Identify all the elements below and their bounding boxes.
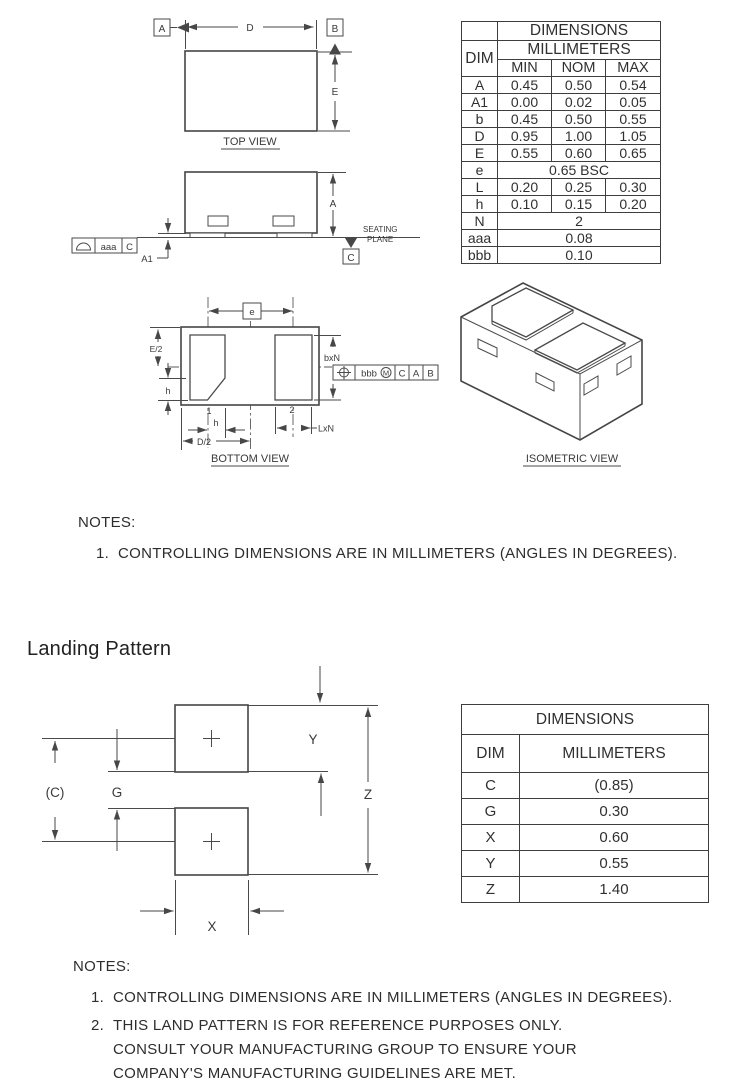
dim-label-e: e: [249, 307, 255, 318]
note-number: 2.: [91, 1017, 105, 1034]
dim-label-e-half: E/2: [149, 344, 163, 354]
table-cell: 0.02: [552, 94, 606, 111]
table-row: [462, 825, 709, 851]
table-cell-span: 0.10: [498, 247, 661, 264]
dim-label-y: Y: [308, 732, 318, 747]
table-row: [462, 799, 709, 825]
table-cell: 1.40: [520, 877, 709, 903]
pin2-label: 2: [289, 405, 295, 415]
dim-label-z: Z: [363, 787, 373, 802]
table-cell: 0.30: [606, 179, 661, 196]
table-cell: A1: [462, 94, 498, 111]
col-header-min: MIN: [498, 60, 552, 77]
package-notes: [78, 514, 738, 566]
table-cell: aaa: [462, 230, 498, 247]
dim-header: DIM: [462, 735, 520, 773]
notes-heading: NOTES:: [78, 514, 136, 531]
fcf-datum-c: C: [126, 242, 133, 253]
table-cell: E: [462, 145, 498, 162]
table-cell: G: [462, 799, 520, 825]
terminal-window-2: [273, 216, 294, 226]
table-cell: 1.05: [606, 128, 661, 145]
col-header-max: MAX: [606, 60, 661, 77]
table-cell: bbb: [462, 247, 498, 264]
table-row: [462, 851, 709, 877]
bottom-view: [150, 297, 438, 466]
table-cell: 0.55: [520, 851, 709, 877]
seating-plane-text-2: PLANE: [367, 235, 394, 244]
table-cell: 0.30: [520, 799, 709, 825]
table-row: [462, 22, 661, 41]
terminal-pad-2: [275, 335, 312, 400]
top-view-caption: TOP VIEW: [223, 136, 277, 148]
table-cell: 0.50: [552, 77, 606, 94]
units-header: MILLIMETERS: [498, 41, 661, 60]
table-cell: A: [462, 77, 498, 94]
table-cell: (0.85): [520, 773, 709, 799]
datum-a-label: A: [158, 24, 166, 35]
dim-label-c-paren: (C): [45, 785, 65, 800]
table-row: [462, 705, 709, 735]
table-cell: C: [462, 773, 520, 799]
table-cell: L: [462, 179, 498, 196]
table-cell: 0.25: [552, 179, 606, 196]
package-body-top: [185, 51, 317, 131]
table-row: [462, 162, 661, 179]
table-cell: e: [462, 162, 498, 179]
isometric-view: [461, 283, 642, 466]
note-item: [73, 1014, 743, 1086]
table-row: [462, 877, 709, 903]
table-row: [462, 196, 661, 213]
landing-pattern-drawing: [42, 666, 378, 935]
table-cell: 0.45: [498, 111, 552, 128]
note-item: [73, 986, 743, 1010]
dim-label-x: X: [207, 919, 217, 934]
table-cell: 0.10: [498, 196, 552, 213]
table-row: [462, 179, 661, 196]
note-number: 1.: [96, 545, 110, 562]
terminal-stub-2: [277, 233, 312, 238]
table-row: [462, 735, 709, 773]
table-row: [462, 145, 661, 162]
isometric-view-caption: ISOMETRIC VIEW: [525, 453, 619, 465]
table-row: [462, 111, 661, 128]
notes-heading: NOTES:: [73, 958, 131, 975]
fcf2-modifier-m: M: [382, 368, 390, 378]
pin1-label: 1: [206, 406, 212, 416]
table-cell: 0.60: [520, 825, 709, 851]
table-cell: 0.55: [606, 111, 661, 128]
datum-b-triangle-icon: [329, 44, 341, 55]
units-header: MILLIMETERS: [520, 735, 709, 773]
table-cell: 0.45: [498, 77, 552, 94]
table-row: [462, 41, 661, 60]
datum-b-label: B: [331, 24, 339, 35]
top-view: [154, 19, 352, 149]
dim-label-A: A: [329, 199, 337, 210]
dim-label-E: E: [331, 87, 339, 98]
table-cell: b: [462, 111, 498, 128]
datum-a-triangle-icon: [177, 23, 189, 33]
bottom-view-caption: BOTTOM VIEW: [210, 453, 290, 465]
table-cell: h: [462, 196, 498, 213]
table-cell-span: 0.08: [498, 230, 661, 247]
table-title: DIMENSIONS: [462, 705, 709, 735]
dim-label-bxN: bxN: [323, 353, 341, 363]
fcf2-datum-c: C: [398, 368, 406, 380]
table-row: [462, 247, 661, 264]
side-view: [72, 172, 420, 265]
fcf2-tolerance-bbb: bbb: [361, 368, 377, 380]
terminal-window-1: [208, 216, 228, 226]
fcf-symbol-cell: [72, 238, 95, 253]
table-cell: 0.15: [552, 196, 606, 213]
seating-plane-text-1: SEATING: [363, 225, 398, 234]
note-number: 1.: [91, 989, 105, 1006]
terminal-stub-1: [190, 233, 225, 238]
table-cell: 0.00: [498, 94, 552, 111]
table-cell: 0.55: [498, 145, 552, 162]
dim-label-A1: A1: [141, 254, 153, 265]
datum-c-label: C: [347, 253, 355, 264]
note-text: CONTROLLING DIMENSIONS ARE IN MILLIMETERS (ANGLES IN DEGREES).: [113, 989, 673, 1006]
table-cell: 0.95: [498, 128, 552, 145]
table-cell: 0.65: [606, 145, 661, 162]
col-header-nom: NOM: [552, 60, 606, 77]
note-text: CONTROLLING DIMENSIONS ARE IN MILLIMETERS (ANGLES IN DEGREES).: [118, 545, 678, 562]
fcf2-datum-b: B: [427, 368, 434, 380]
table-row: [462, 773, 709, 799]
table-row: [462, 230, 661, 247]
table-cell: Y: [462, 851, 520, 877]
table-cell-span: 0.65 BSC: [498, 162, 661, 179]
dim-label-d-half: D/2: [196, 437, 212, 447]
table-row: [462, 94, 661, 111]
dim-label-h-left: h: [165, 386, 171, 396]
landing-dimensions-table: [461, 704, 709, 903]
table-cell: Z: [462, 877, 520, 903]
dim-label-D: D: [246, 23, 254, 34]
note-text: THIS LAND PATTERN IS FOR REFERENCE PURPOSES ONLY. CONSULT YOUR MANUFACTURING GROUP TO ENSURE YOUR COMPANY'S MANUFACTURING GUIDELINES ARE MET.: [113, 1017, 577, 1082]
package-body-side: [185, 172, 317, 233]
table-row: [462, 77, 661, 94]
fcf-tolerance-aaa: aaa: [100, 242, 117, 253]
table-cell: 0.54: [606, 77, 661, 94]
table-cell: X: [462, 825, 520, 851]
dim-header: DIM: [462, 41, 498, 77]
landing-pattern-notes: [73, 958, 743, 1086]
table-cell: D: [462, 128, 498, 145]
seating-plane-triangle-icon: [345, 238, 357, 248]
table-cell: 0.05: [606, 94, 661, 111]
table-cell: 0.50: [552, 111, 606, 128]
package-dimensions-table: [461, 21, 661, 264]
dim-label-g: G: [111, 785, 123, 800]
table-row: [462, 213, 661, 230]
fcf2-datum-a: A: [412, 368, 420, 380]
note-item: [78, 542, 738, 566]
dim-label-LxN: LxN: [318, 423, 335, 434]
table-cell: 0.20: [606, 196, 661, 213]
landing-pattern-heading: Landing Pattern: [27, 638, 172, 660]
table-cell: 0.60: [552, 145, 606, 162]
table-cell: 1.00: [552, 128, 606, 145]
table-row: [462, 128, 661, 145]
table-title: DIMENSIONS: [498, 22, 661, 41]
dim-label-h-bottom: h: [213, 418, 219, 428]
table-cell: N: [462, 213, 498, 230]
corner-cell: [462, 22, 498, 41]
table-cell-span: 2: [498, 213, 661, 230]
table-cell: 0.20: [498, 179, 552, 196]
